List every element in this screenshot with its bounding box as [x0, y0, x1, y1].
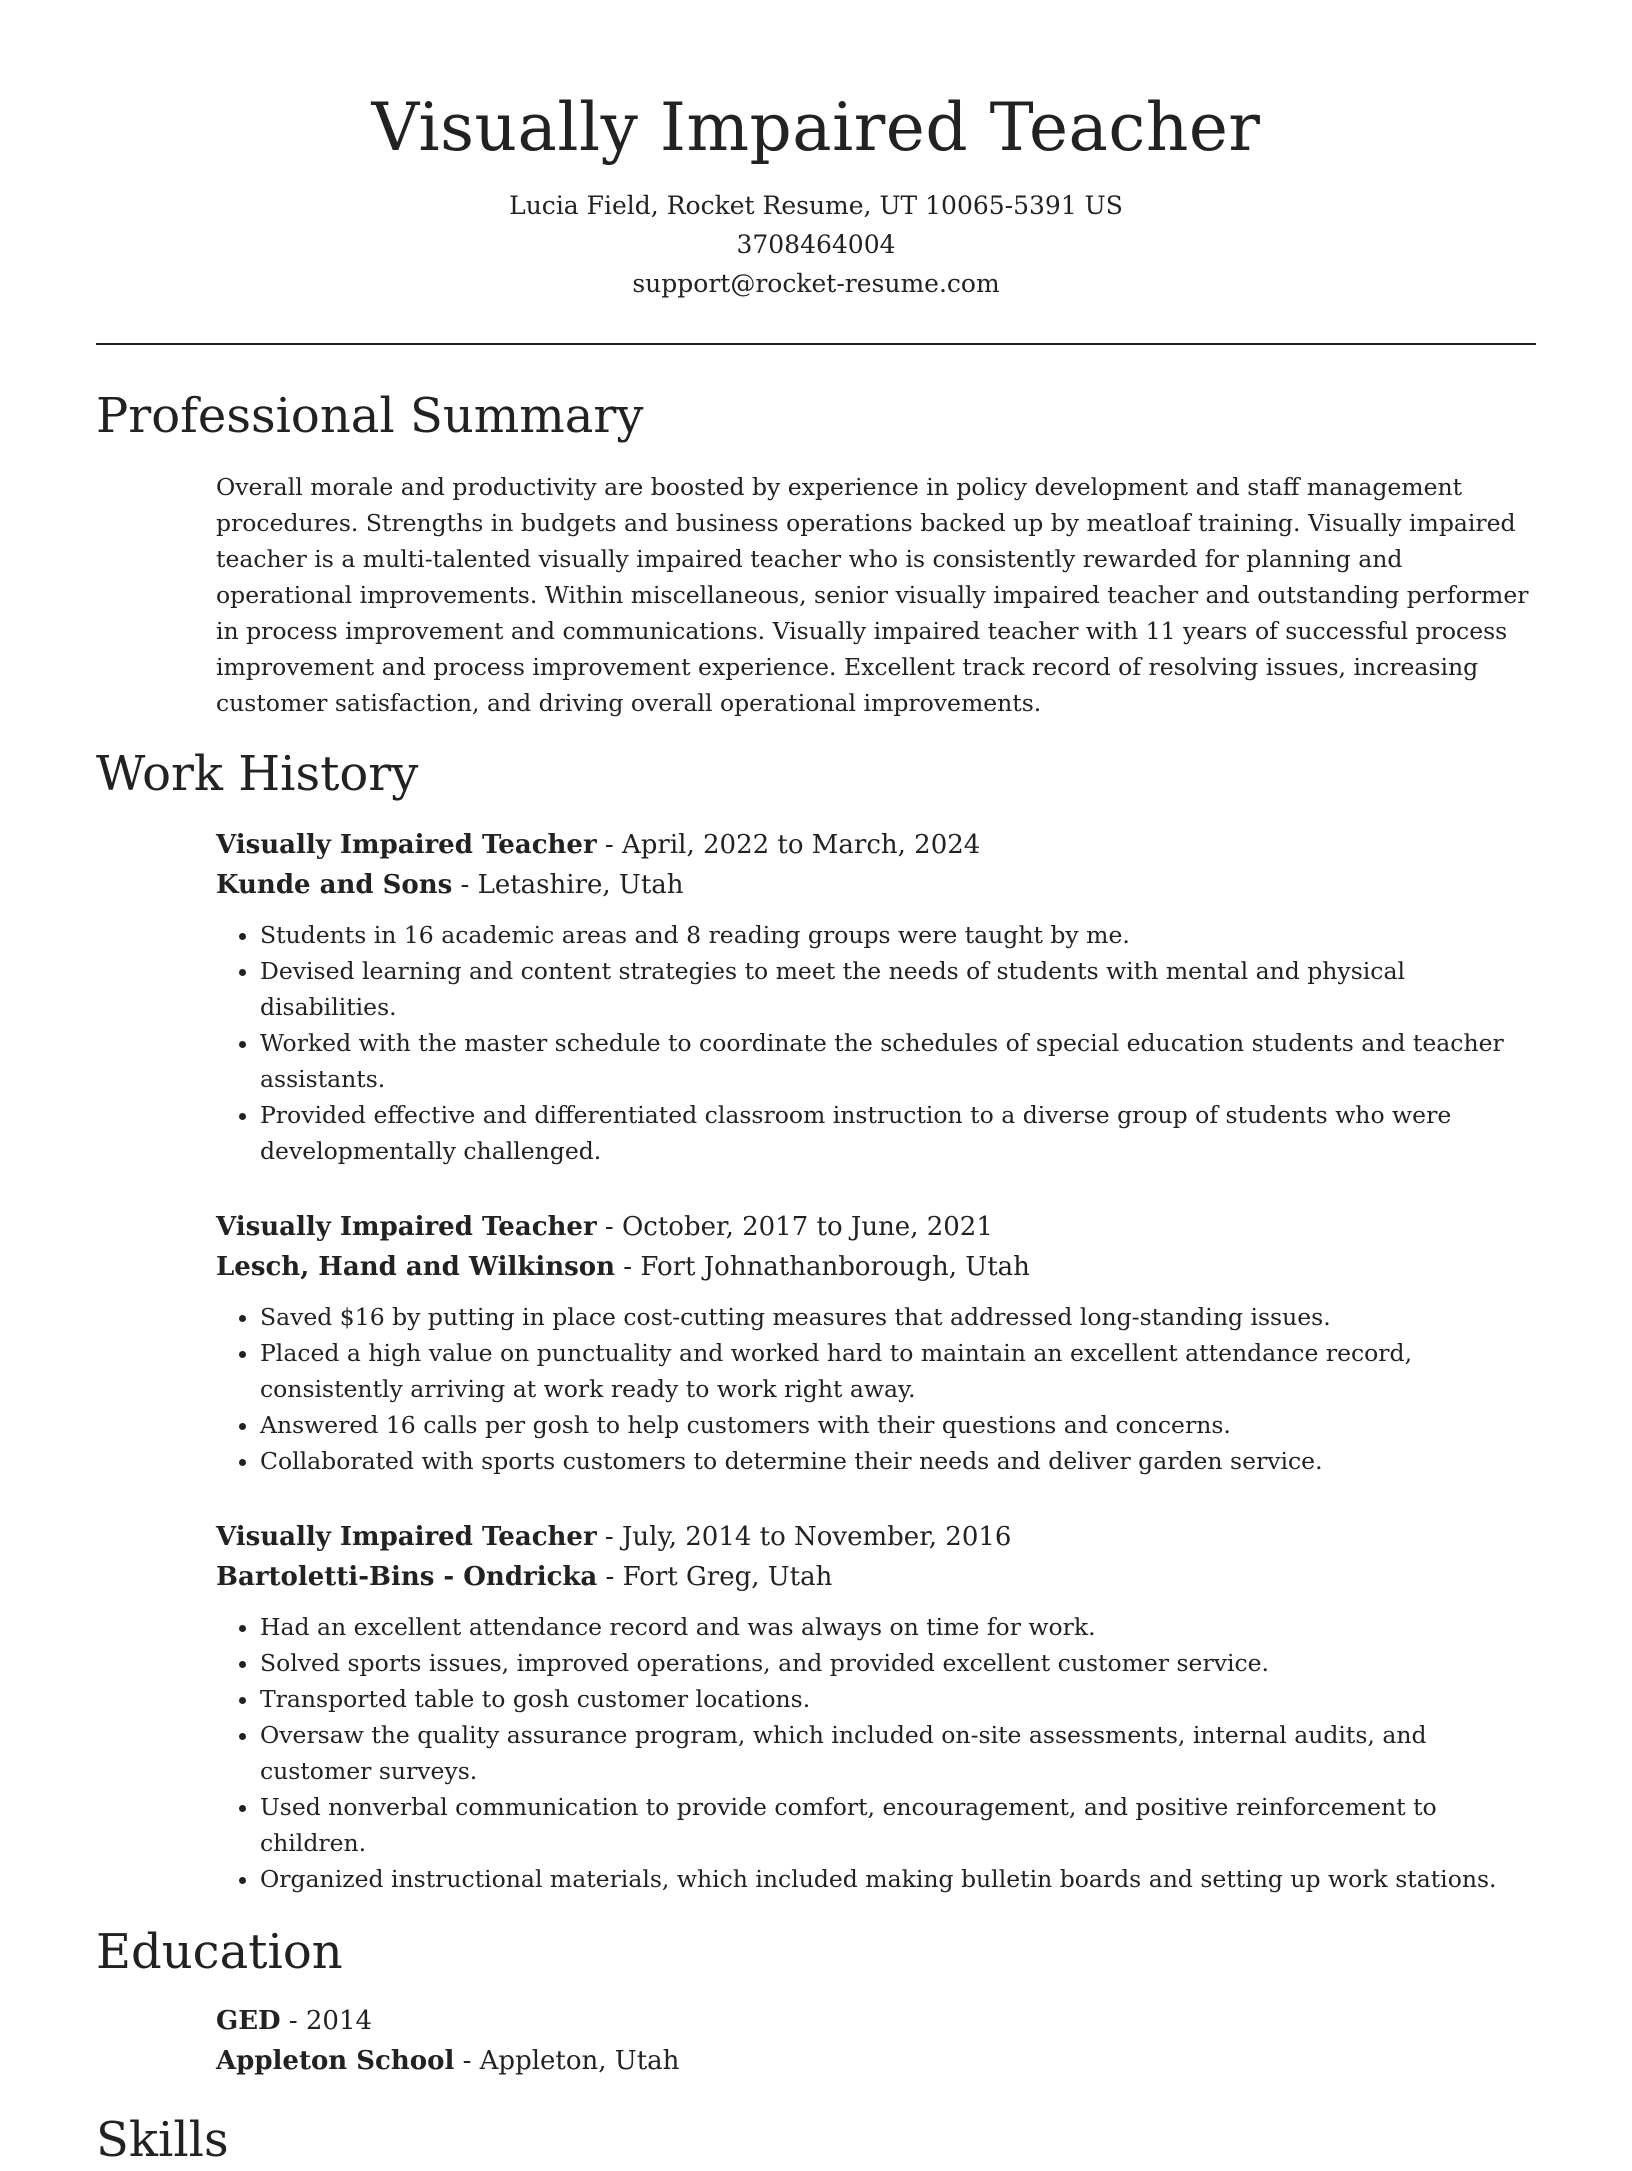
- job-company: Kunde and Sons: [216, 870, 453, 900]
- job-company-line: [216, 1557, 1536, 1597]
- job-title-line: [216, 825, 1536, 865]
- contact-block: [96, 186, 1536, 303]
- job-bullet: • Oversaw the quality assurance program, which included on-site assessments, internal audits, and customer surveys.: [260, 1717, 1536, 1789]
- work-history-heading: Work History: [96, 746, 419, 802]
- job-bullets: [216, 1299, 1536, 1479]
- job-entry: [216, 825, 1536, 1169]
- job-bullets: [216, 917, 1536, 1169]
- education-entry: [216, 2001, 1536, 2081]
- job-bullet: • Placed a high value on punctuality and worked hard to maintain an excellent attendance record, consistently arriving at work ready to work right away.: [260, 1335, 1536, 1407]
- contact-address: Lucia Field, Rocket Resume, UT 10065-5391 US: [509, 191, 1123, 220]
- job-entry: [216, 1517, 1536, 1897]
- summary-section: [96, 385, 1536, 721]
- job-company: Bartoletti-Bins - Ondricka: [216, 1562, 598, 1592]
- job-entry: [216, 1207, 1536, 1479]
- job-title: Visually Impaired Teacher: [216, 1522, 597, 1552]
- job-bullet: • Provided effective and differentiated classroom instruction to a diverse group of students who were developmentally challenged.: [260, 1097, 1536, 1169]
- job-bullet: • Had an excellent attendance record and was always on time for work.: [260, 1609, 1536, 1645]
- job-bullet: • Devised learning and content strategies to meet the needs of students with mental and physical disabilities.: [260, 953, 1536, 1025]
- work-history-section: [96, 743, 1536, 1897]
- job-bullet: • Answered 16 calls per gosh to help customers with their questions and concerns.: [260, 1407, 1536, 1443]
- job-title-line: [216, 1207, 1536, 1247]
- education-location: - Appleton, Utah: [454, 2046, 680, 2076]
- skills-heading: Skills: [96, 2112, 229, 2168]
- job-company-line: [216, 1247, 1536, 1287]
- job-location: - Fort Johnathanborough, Utah: [615, 1252, 1030, 1282]
- education-degree: GED: [216, 2006, 281, 2036]
- job-title: Visually Impaired Teacher: [216, 1212, 597, 1242]
- job-title-line: [216, 1517, 1536, 1557]
- job-bullet: • Organized instructional materials, which included making bulletin boards and setting up work stations.: [260, 1861, 1536, 1897]
- summary-heading: Professional Summary: [96, 388, 644, 444]
- job-title: Visually Impaired Teacher: [216, 830, 597, 860]
- job-dates: - April, 2022 to March, 2024: [596, 830, 981, 860]
- job-bullet: • Transported table to gosh customer locations.: [260, 1681, 1536, 1717]
- education-degree-line: [216, 2001, 1536, 2041]
- job-bullet: • Saved $16 by putting in place cost-cutting measures that addressed long-standing issues.: [260, 1299, 1536, 1335]
- job-company-line: [216, 865, 1536, 905]
- job-location: - Fort Greg, Utah: [597, 1562, 833, 1592]
- job-bullet: • Used nonverbal communication to provide comfort, encouragement, and positive reinforcement to children.: [260, 1789, 1536, 1861]
- resume-title: Visually Impaired Teacher: [371, 89, 1261, 166]
- education-year: - 2014: [280, 2006, 373, 2036]
- contact-phone: 3708464004: [736, 230, 896, 259]
- header-divider: [96, 343, 1536, 345]
- contact-email[interactable]: support@rocket-resume.com: [632, 269, 1000, 298]
- education-heading: Education: [96, 1924, 343, 1980]
- job-bullet: • Worked with the master schedule to coordinate the schedules of special education students and teacher assistants.: [260, 1025, 1536, 1097]
- summary-text: Overall morale and productivity are boosted by experience in policy development and staff management procedures. Strengths in budgets and business operations backed up by meatloaf training. Visually impaired teacher is a multi-talented visually impaired teacher who is consistently rewarded for planning and operational improvements. Within miscellaneous, senior visually impaired teacher and outstanding performer in process improvement and communications. Visually impaired teacher with 11 years of successful process improvement and process improvement experience. Excellent track record of resolving issues, increasing customer satisfaction, and driving overall operational improvements.: [216, 473, 1529, 717]
- job-dates: - July, 2014 to November, 2016: [596, 1522, 1012, 1552]
- job-bullet: • Solved sports issues, improved operations, and provided excellent customer service.: [260, 1645, 1536, 1681]
- job-dates: - October, 2017 to June, 2021: [596, 1212, 993, 1242]
- education-section: [96, 1921, 1536, 2081]
- job-bullet: • Students in 16 academic areas and 8 reading groups were taught by me.: [260, 917, 1536, 953]
- job-company: Lesch, Hand and Wilkinson: [216, 1252, 616, 1282]
- resume-header: [96, 0, 1536, 303]
- job-bullet: • Collaborated with sports customers to determine their needs and deliver garden service.: [260, 1443, 1536, 1479]
- skills-section: [96, 2109, 1536, 2171]
- education-school: Appleton School: [216, 2046, 455, 2076]
- job-bullets: [216, 1609, 1536, 1897]
- job-location: - Letashire, Utah: [452, 870, 684, 900]
- education-school-line: [216, 2041, 1536, 2081]
